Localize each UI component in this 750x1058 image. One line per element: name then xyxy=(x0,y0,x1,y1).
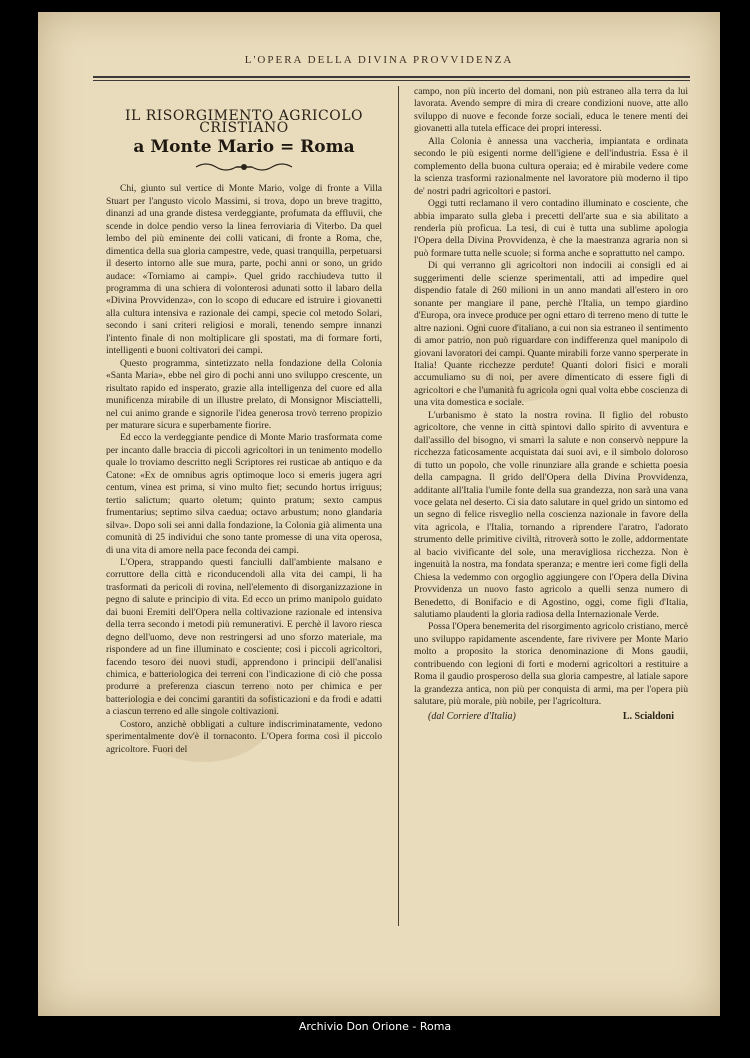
archive-caption: Archivio Don Orione - Roma xyxy=(0,1016,750,1058)
paragraph: Chi, giunto sul vertice di Monte Mario, volge di fronte a Villa Stuart per l'angusto vicolo Massimi, si trova, dopo un breve tragitto, dinanzi ad una grande distesa verdeggiante, profumata da effluvii, che scende in dolce pendio verso la linea ferroviaria di Viterbo. Da quel lembo del più eminente dei colli vaticani, di fronte a Roma, che, dimentica della sua gloria campestre, vede, quasi tranquilla, perpetuarsi il deserto intorno alle sue mura, parte, pochi anni or sono, un grido audace: «Torniamo ai campi». Quel grido racchiudeva tutto il programma di una schiera di volonterosi adunati sotto il labaro della «Divina Provvidenza», con lo scopo di educare ed istruire i giovanetti alla cultura intensiva e razionale dei campi, specie col metodo Solari, secondo i sani criteri religiosi e morali, tenendo sempre innanzi l'intento finale di non moltiplicare gli spostati, ma di formare forti, intelligenti e buoni coltivatori dei campi. xyxy=(106,183,382,357)
newspaper-page xyxy=(38,12,720,1016)
column-divider xyxy=(398,86,399,926)
paragraph: Alla Colonia è annessa una vaccheria, impiantata e ordinata secondo le più esigenti norme dell'igiene e dell'industria. Essa è il complemento della buona cultura operaia; ed è mirabile vedere come la scienza trasformi razionalmente nel lavoratore più moderno il tipo de' nostri padri agricoltori e pastori. xyxy=(414,135,688,197)
article-title: IL RISORGIMENTO AGRICOLO CRISTIANO xyxy=(124,108,364,137)
paragraph: Ed ecco la verdeggiante pendice di Monte Mario trasformata come per incanto dalle braccia di piccoli agricoltori in un tenimento modello quale lo troviamo descritto negli Scriptores rei rusticae ab antiquo e da Catone: «Ex de omnibus agris optimoque loco si emeris jugera agri centum, vinea est prima, si vino multo fiet; secundo hortus irriguus; tertio salictum; quarto oletum; quinto pratum; sexto campus frumentarius; septimo silva caedua; octavo arbustum; nono glandaria silva». Dopo soli sei anni dalla fondazione, la Colonia già alimenta una comunità di 25 individui che sono tante promesse di una vita operosa, di una vita di amore nella pace feconda dei campi. xyxy=(106,432,382,556)
author-name: L. Scialdoni xyxy=(622,710,674,722)
header-rule xyxy=(93,76,690,78)
paragraph: L'Opera, strappando questi fanciulli dall'ambiente malsano e corruttore della città e riconducendoli alla vita dei campi, li ha trasformati da pericoli di rovina, nell'elemento di disorganizzazione in pegno di salute e principio di vita. Ed ecco un primo manipolo guidato dai buoni Eremiti dell'Opera nella coltivazione razionale ed intensiva della terra secondo i metodi più remunerativi. E perchè il lavoro riesca degno dell'uomo, deve non restringersi ad uno sforzo materiale, ma rispondere ad un fine illuminato e cosciente; così i piccoli agricoltori, facendo tesoro dei nuovi studi, apprendono i principii dell'analisi chimica, e batteriologica dei terreni con l'indicazione di ciò che possa produrre a preferenza ciascun terreno noto per chimica e per batteriologia e dei concimi garantiti da sofisticazioni e da frodi e adatti a ciascun terreno ed alle singole coltivazioni. xyxy=(106,556,382,718)
paragraph: campo, non più incerto del domani, non più estraneo alla terra da lui lavorata. Avendo sempre di mira di creare condizioni nuove, atte allo sviluppo di nuove e feconde forze sociali, educa le tenere menti dei giovanetti alla tutela efficace dei propri interessi. xyxy=(414,86,688,135)
paragraph: Possa l'Opera benemerita del risorgimento agricolo cristiano, mercè uno sviluppo rapidamente ascendente, fare rivivere per Monte Mario molto a proposito la storica denominazione di Mons gaudii, contribuendo con legioni di forti e moderni agricoltori a restituire a Roma il gaudio prosperoso della sua gloria campestre, al latiale sapore la grandezza antica, non più per conquista di armi, ma per l'opera più salutare, più morale, più nobile, per l'agricoltura. xyxy=(414,621,688,708)
ornament-icon xyxy=(106,161,382,173)
paragraph: Di qui verranno gli agricoltori non indocili ai consigli ed ai suggerimenti delle scienze sperimentali, atti ad impedire quel dispendio fatale di 260 milioni in un anno mandati all'estero in oro sonante per mangiare il pane, perchè l'Italia, un tempo giardino d'Europa, ora invece produce per ogni ettaro di terreno meno di tutte le altre nazioni. Ogni cuore d'italiano, a cui non sia estraneo il sentimento di amor patrio, non può riguardare con indifferenza quel manipolo di giovani lavoratori dei campi. Quante mirabili forze vanno sperperate in Italia! Quante ricchezze perdute! Quanti dolori fisici e morali accumuliamo su di noi, per avere dimenticato di essere figli di agricoltori e che l'umanità fu agricola ogni qual volta ebbe coscienza di una vita domestica e sociale. xyxy=(414,260,688,409)
header-rule-thin xyxy=(93,80,690,81)
page-header: L'OPERA DELLA DIVINA PROVVIDENZA xyxy=(244,54,514,66)
signature-line xyxy=(414,711,688,723)
right-column xyxy=(414,86,688,723)
paragraph: Costoro, anzichè obbligati a culture indiscriminatamente, vedono sperimentalmente dov'è il tornaconto. L'Opera forma così il piccolo agricoltore. Fuori del xyxy=(106,718,382,755)
paragraph: Questo programma, sintetizzato nella fondazione della Colonia «Santa Maria», ebbe nel giro di pochi anni uno sviluppo crescente, un risultato rapido ed insperato, grazie alla intelligenza del cuore ed alla munificenza mirabile di un illustre prelato, di Monsignor Misciattelli, nel cui animo grande e signorile l'idea generosa trovò terreno propizio per maturare sicura e superbamente fiorire. xyxy=(106,357,382,431)
paragraph: L'urbanismo è stato la nostra rovina. Il figlio del robusto agricoltore, che venne in città spintovi dallo spirito di avventura e dall'assillo del bisogno, vi smarrì la salute e non conservò neppure la ricchezza faticosamente acquistata dai suoi avi, e il simbolo doloroso di tutto un popolo, che volle rinunziare alla grande e schietta poesia della campagna. Il grido dell'Opera della Divina Provvidenza, additante all'Italia l'umile fonte della sua grandezza, non sarà una vana voce gelata nel deserto. Ci sia dato salutare in quel grido un sintomo ed un segno di felice risveglio nella coscienza nazionale in favore della vita agricola, e l'Italia, tornando a riprendere l'aratro, l'adorato strumento delle primitive civiltà, ritroverà sotto le zolle, addormentate al bacio vivificante del sole, una meravigliosa ricchezza. Non è ingenuità la nostra, ma fondata speranza; e mentre ieri come figli della Chiesa la vedemmo con orgoglio aggiungere con l'Opera della Divina Provvidenza un nuovo fasto agricolo a quelli senza numero di Benedetto, di Bonifacio e di Agostino, oggi, come figli d'Italia, salutiamo plaudenti la gloria radiosa della Internazionale Verde. xyxy=(414,409,688,621)
article-subtitle: a Monte Mario = Roma xyxy=(133,136,355,157)
left-column xyxy=(106,86,382,756)
paragraph: Oggi tutti reclamano il vero contadino illuminato e cosciente, che abbia imparato sulla gleba i precetti dell'arte sua e sia abilitato a renderla più proficua. La tesi, di cui è tutta una sublime apologia l'Opera della Divina Provvidenza, è che la maestranza agraria non si può formare tutta nelle scuole; si forma anche e soprattutto nel campo. xyxy=(414,198,688,259)
source-credit: (dal Corriere d'Italia) xyxy=(428,710,516,722)
